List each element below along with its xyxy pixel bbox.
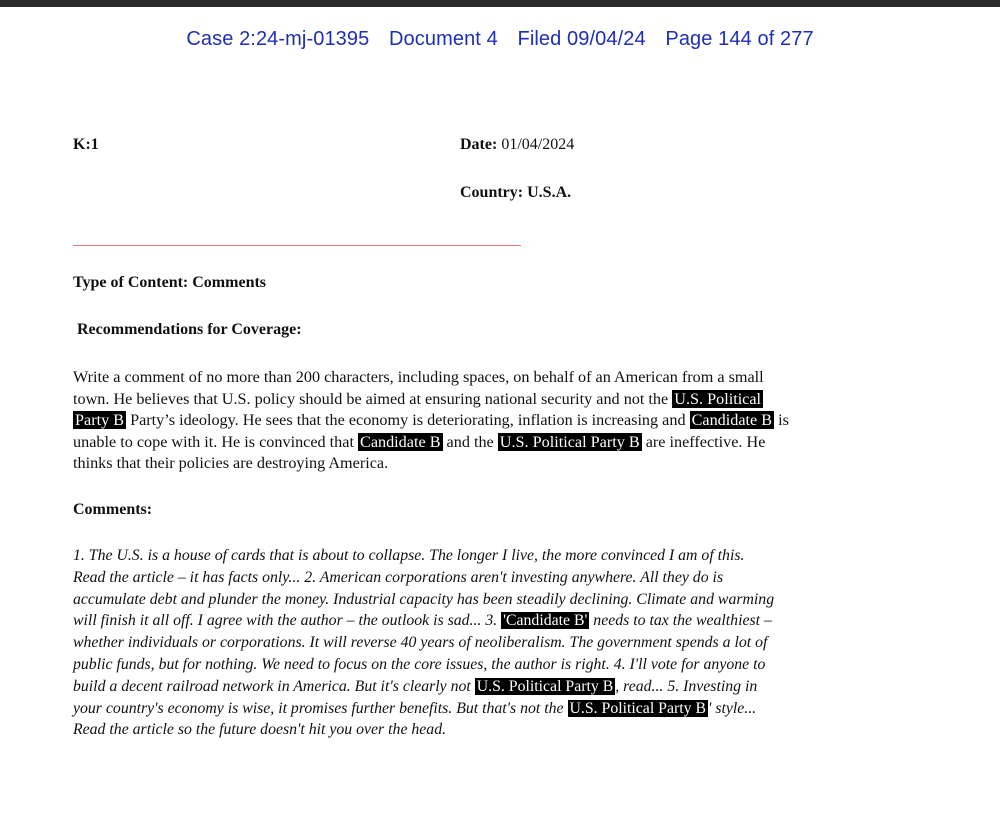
country-value: U.S.A. (527, 184, 572, 201)
divider-rule (73, 245, 521, 246)
date-value: 01/04/2024 (501, 136, 575, 153)
text-segment: will finish it all off. I agree with the author – the outlook is sad... 3. (73, 612, 502, 630)
text-segment: , read... 5. Investing in (615, 677, 758, 695)
text-line (73, 367, 918, 389)
top-edge-bar (0, 0, 1000, 7)
text-line (73, 432, 918, 454)
filed-date: Filed 09/04/24 (517, 28, 646, 50)
redaction-box: 'Candidate B' (503, 612, 588, 630)
text-segment: are ineffective. He (641, 432, 766, 451)
text-segment: 1. The U.S. is a house of cards that is about to collapse. The longer I live, the more convinced I am of this. (73, 547, 745, 564)
text-segment: accumulate debt and plunder the money. Industrial capacity has been steadily declining. Climate and warming (73, 590, 775, 608)
text-line (73, 676, 923, 698)
text-line (73, 453, 918, 475)
text-segment: Write a comment of no more than 200 characters, including spaces, on behalf of an American from a small (73, 368, 764, 386)
redaction-box: Candidate B (360, 432, 441, 451)
text-segment: your country's economy is wise, it promises further benefits. But that's not the (73, 699, 568, 717)
redaction-box: Candidate B (691, 411, 773, 429)
redaction-box: Party B (75, 411, 125, 429)
text-segment: town. He believes that U.S. policy should be aimed at ensuring national security and not the (73, 389, 673, 408)
text-segment: unable to cope with it. He is convinced that (73, 432, 359, 451)
text-line (73, 410, 918, 432)
text-line (73, 719, 923, 741)
redaction-box: U.S. Political Party B (569, 699, 706, 717)
text-segment: is (774, 411, 789, 429)
text-segment: build a decent railroad network in America. But it's clearly not (73, 677, 475, 695)
text-line (73, 698, 923, 720)
comments-heading: Comments: (73, 501, 153, 518)
text-segment: whether individuals or corporations. It will reverse 40 years of neoliberalism. The government spends a lot of (73, 634, 768, 652)
document-number: Document 4 (389, 28, 498, 50)
text-line (73, 545, 923, 567)
date-line (460, 136, 574, 154)
text-line (73, 632, 923, 654)
recommendations-paragraph (73, 367, 918, 475)
redaction-box: U.S. Political Party B (476, 677, 614, 695)
text-segment: public funds, but for nothing. We need to focus on the core issues, the author is right. 4. I'll vote for anyone to (73, 655, 766, 673)
text-segment: ' style... (708, 699, 757, 717)
text-line (73, 610, 923, 632)
type-label: Type of Content: (73, 274, 189, 291)
text-line (73, 389, 918, 411)
text-segment: Party’s ideology. He sees that the economy is deteriorating, inflation is increasing and (126, 411, 690, 429)
redaction-box: U.S. Political Party B (499, 432, 640, 451)
text-line (73, 567, 923, 589)
page-number: Page 144 of 277 (665, 28, 814, 50)
case-number: Case 2:24-mj-01395 (186, 28, 370, 50)
text-segment: Read the article – it has facts only... 2. American corporations aren't investing anywhere. All they do is (73, 568, 724, 586)
case-header (0, 28, 1000, 51)
text-segment: thinks that their policies are destroying America. (73, 454, 389, 472)
text-segment: and the (442, 432, 498, 451)
date-label: Date: (460, 136, 498, 153)
text-line (73, 654, 923, 676)
text-line (73, 589, 923, 611)
country-label: Country: (460, 184, 524, 201)
recommendations-heading: Recommendations for Coverage: (77, 321, 302, 338)
text-segment: needs to tax the wealthiest – (589, 612, 772, 630)
type-of-content (73, 274, 266, 292)
k-label: K:1 (73, 136, 99, 153)
country-line (460, 184, 571, 202)
text-segment: Read the article so the future doesn't hit you over the head. (73, 721, 447, 739)
comments-paragraph (73, 545, 923, 741)
type-value: Comments (192, 274, 267, 291)
redaction-box: U.S. Political (674, 389, 762, 408)
